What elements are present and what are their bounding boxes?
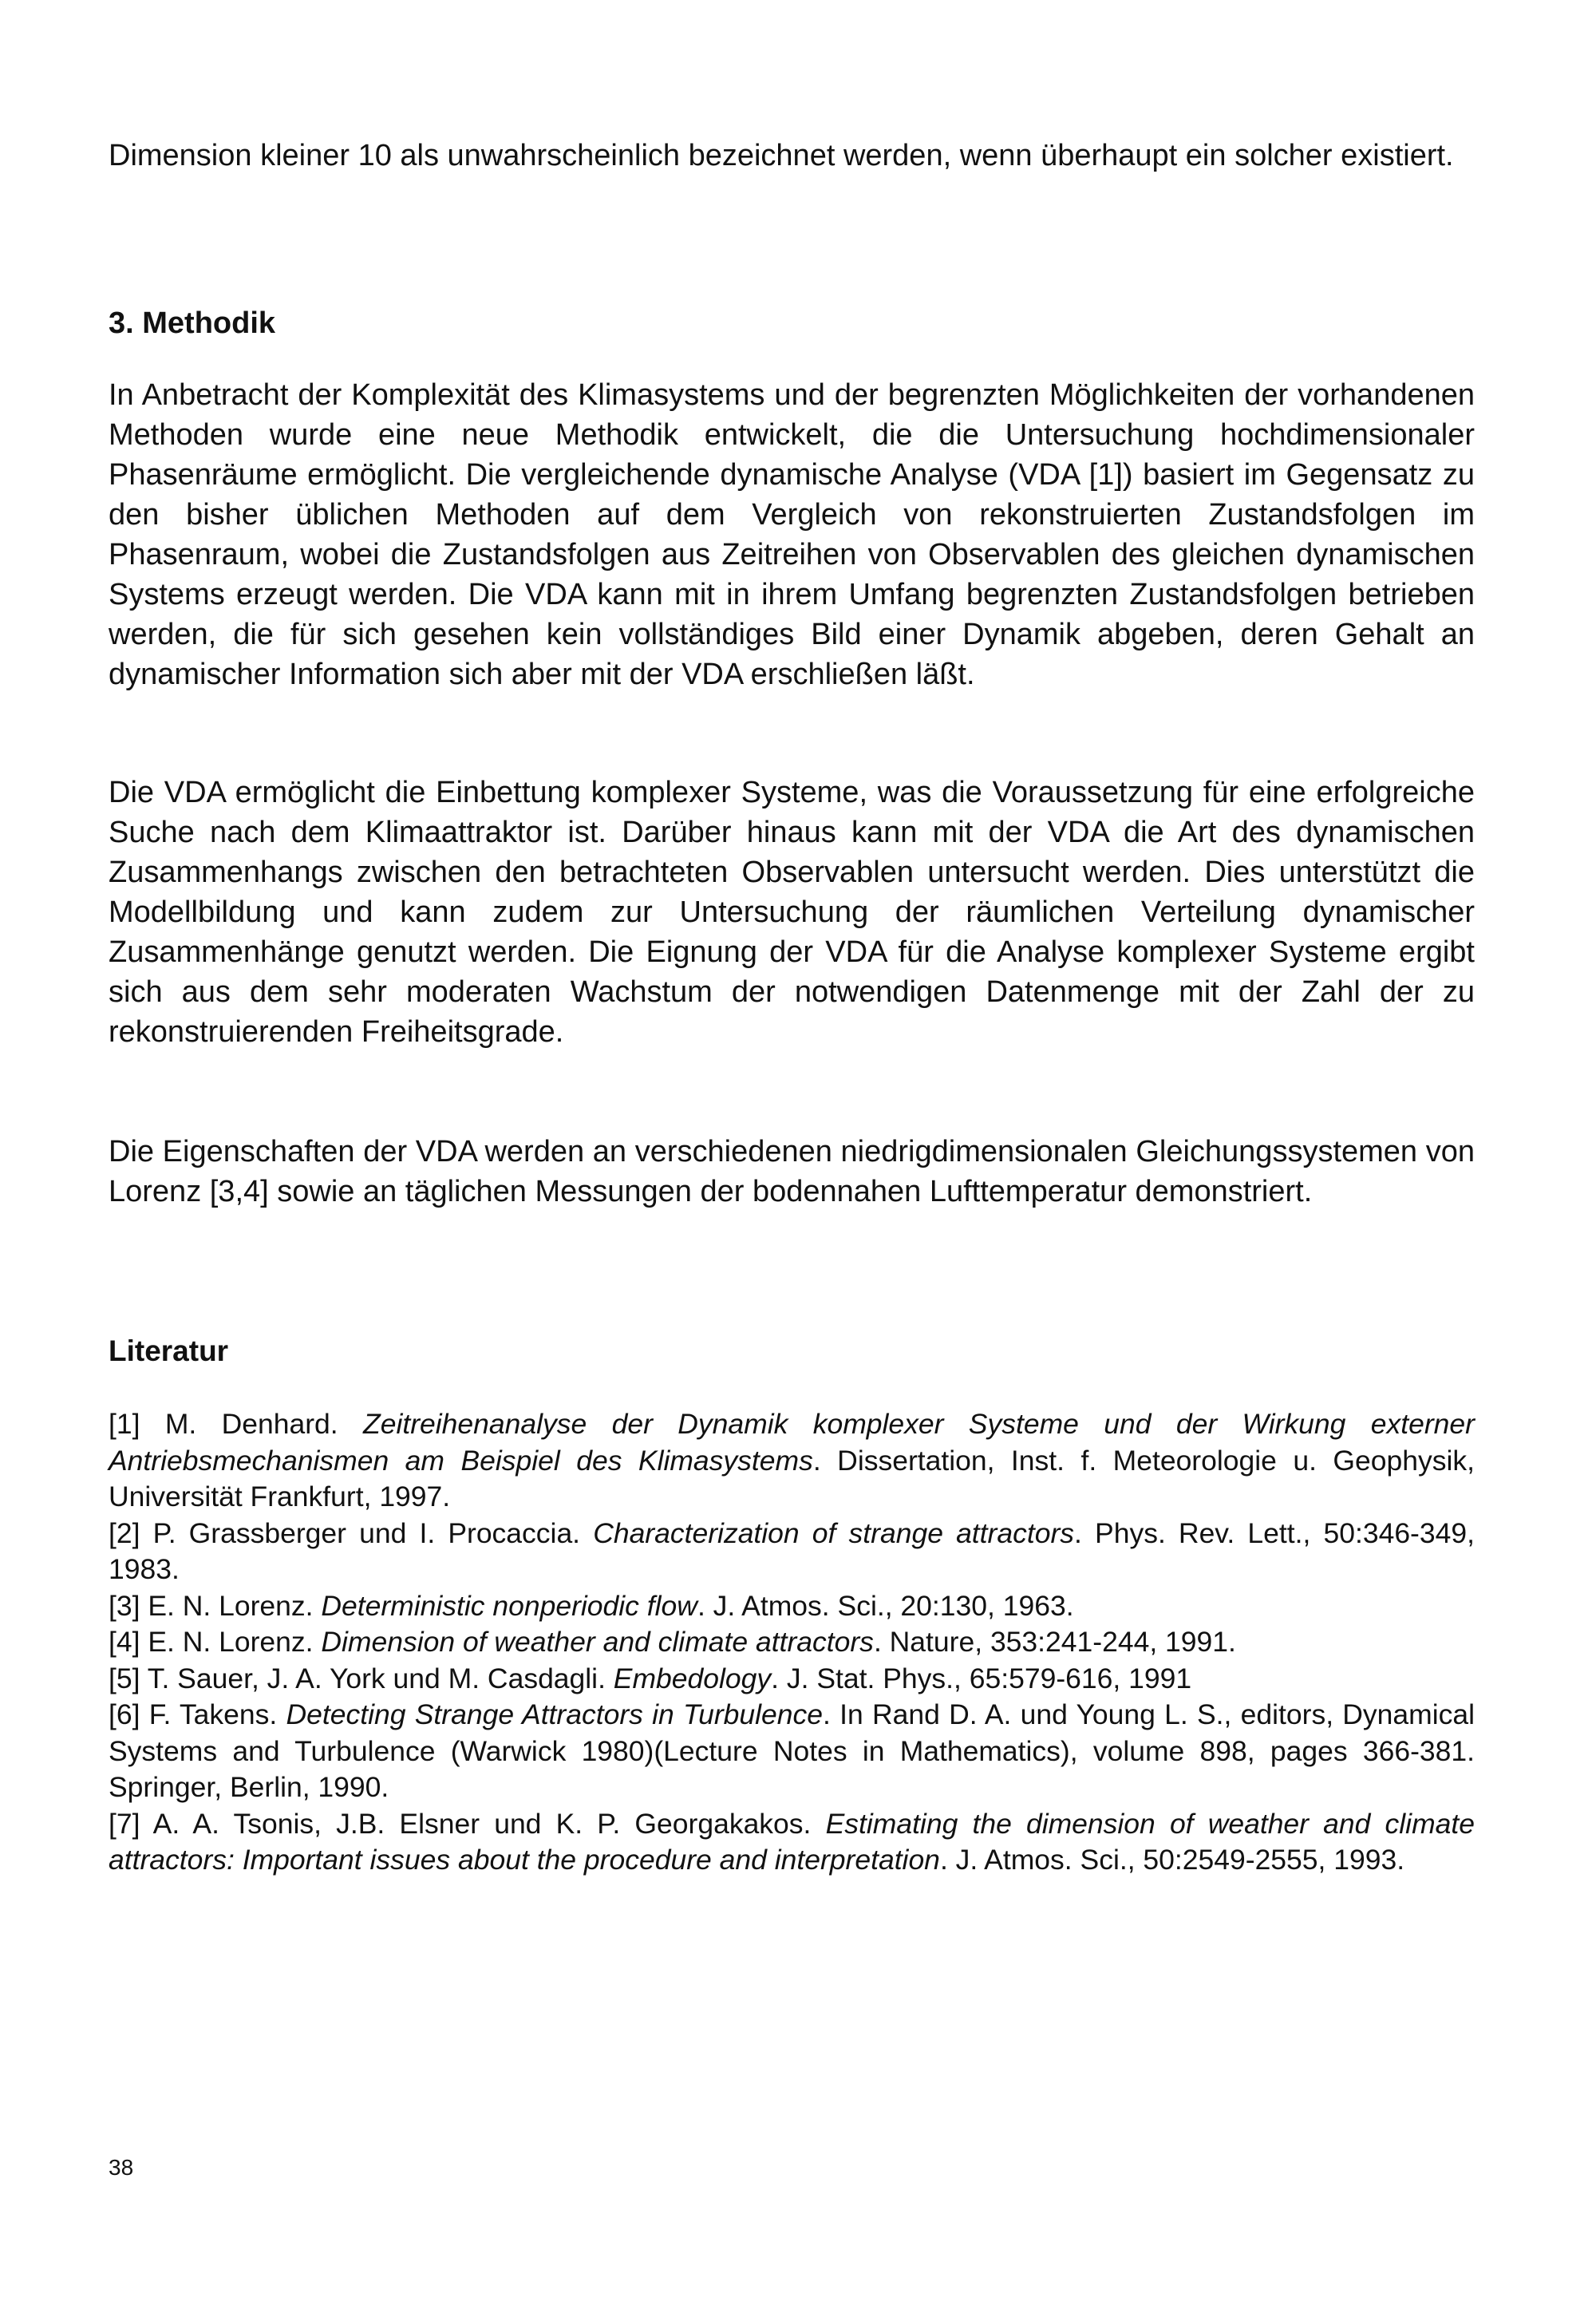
reference-title: Detecting Strange Attractors in Turbulence [286,1698,824,1730]
reference-authors: [6] F. Takens. [109,1698,286,1730]
page-number: 38 [109,2155,134,2180]
reference-1 [109,1406,1475,1516]
reference-source: . J. Atmos. Sci., 50:2549-2555, 1993. [939,1844,1405,1876]
methodik-paragraph-1: In Anbetracht der Komplexität des Klimasystems und der begrenzten Möglichkeiten der vorhandenen Methoden wurde eine neue Methodik entwickelt, die die Untersuchung hochdimensionaler Phasenräume ermöglicht. Die vergleichende dynamische Analyse (VDA [1]) basiert im Gegensatz zu den bisher üblichen Methoden auf dem Vergleich von rekonstruierten Zustandsfolgen im Phasenraum, wobei die Zustandsfolgen aus Zeitreihen von Observablen des gleichen dynamischen Systems erzeugt werden. Die VDA kann mit in ihrem Umfang begrenzten Zustandsfolgen betrieben werden, die für sich gesehen kein vollständiges Bild einer Dynamik abgeben, deren Gehalt an dynamischer Information sich aber mit der VDA erschließen läßt. [109,378,1475,691]
reference-title: Estimating the dimension of weather and climate attractors: Important issues about the procedure and interpretation [109,1807,1475,1876]
reference-source: . Phys. Rev. Lett., 50:346-349, 1983. [109,1516,1475,1585]
methodik-paragraph-3: Die Eigenschaften der VDA werden an verschiedenen niedrigdimensionalen Gleichungssystemen von Lorenz [3,4] sowie an täglichen Messungen der bodennahen Lufttemperatur demonstriert. [109,1135,1475,1208]
reference-source: . J. Atmos. Sci., 20:130, 1963. [697,1589,1074,1622]
section-heading-methodik: 3. Methodik [109,306,276,340]
reference-title: Characterization of strange attractors [593,1516,1075,1549]
reference-title: Dimension of weather and climate attractors [321,1626,874,1658]
reference-source: . Nature, 353:241-244, 1991. [873,1626,1236,1658]
reference-authors: [7] A. A. Tsonis, J.B. Elsner und K. P. Georgakakos. [109,1807,826,1840]
reference-2 [109,1516,1475,1588]
reference-source: . In Rand D. A. und Young L. S., editors, Dynamical Systems and Turbulence (Warwick 1980)(Lecture Notes in Mathematics), volume 898, pages 366-381. Springer, Berlin, 1990. [109,1698,1476,1803]
reference-authors: [4] E. N. Lorenz. [109,1626,322,1658]
methodik-paragraph-2: Die VDA ermöglicht die Einbettung komplexer Systeme, was die Voraussetzung für eine erfolgreiche Suche nach dem Klimaattraktor ist. Darüber hinaus kann mit der VDA die Art des dynamischen Zusammenhangs zwischen den betrachteten Observablen untersucht werden. Dies unterstützt die Modellbildung und kann zudem zur Untersuchung der räumlichen Verteilung dynamischer Zusammenhänge genutzt werden. Die Eignung der VDA für die Analyse komplexer Systeme ergibt sich aus dem sehr moderaten Wachstum der notwendigen Datenmenge mit der Zahl der zu rekonstruierenden Freiheitsgrade. [109,776,1475,1049]
continuation-paragraph: Dimension kleiner 10 als unwahrscheinlich bezeichnet werden, wenn überhaupt ein solcher existiert. [109,139,1454,172]
reference-authors: [3] E. N. Lorenz. [109,1589,322,1622]
reference-5 [109,1661,1475,1698]
reference-title: Deterministic nonperiodic flow [321,1589,697,1622]
reference-title: Embedology [613,1662,772,1694]
section-heading-literatur: Literatur [109,1334,229,1367]
reference-source: . J. Stat. Phys., 65:579-616, 1991 [771,1662,1192,1694]
reference-list [109,1406,1475,1879]
reference-3 [109,1588,1475,1625]
reference-7 [109,1806,1475,1879]
reference-authors: [1] M. Denhard. [109,1408,364,1440]
reference-6 [109,1697,1475,1806]
reference-title: Zeitreihenanalyse der Dynamik komplexer Systeme und der Wirkung externer Antriebsmechanismen am Beispiel des Klimasystems [109,1408,1475,1477]
reference-source: . Dissertation, Inst. f. Meteorologie u. Geophysik, Universität Frankfurt, 1997. [109,1444,1475,1512]
reference-authors: [5] T. Sauer, J. A. York und M. Casdagli. [109,1662,614,1694]
reference-authors: [2] P. Grassberger und I. Procaccia. [109,1516,594,1549]
reference-4 [109,1624,1475,1661]
